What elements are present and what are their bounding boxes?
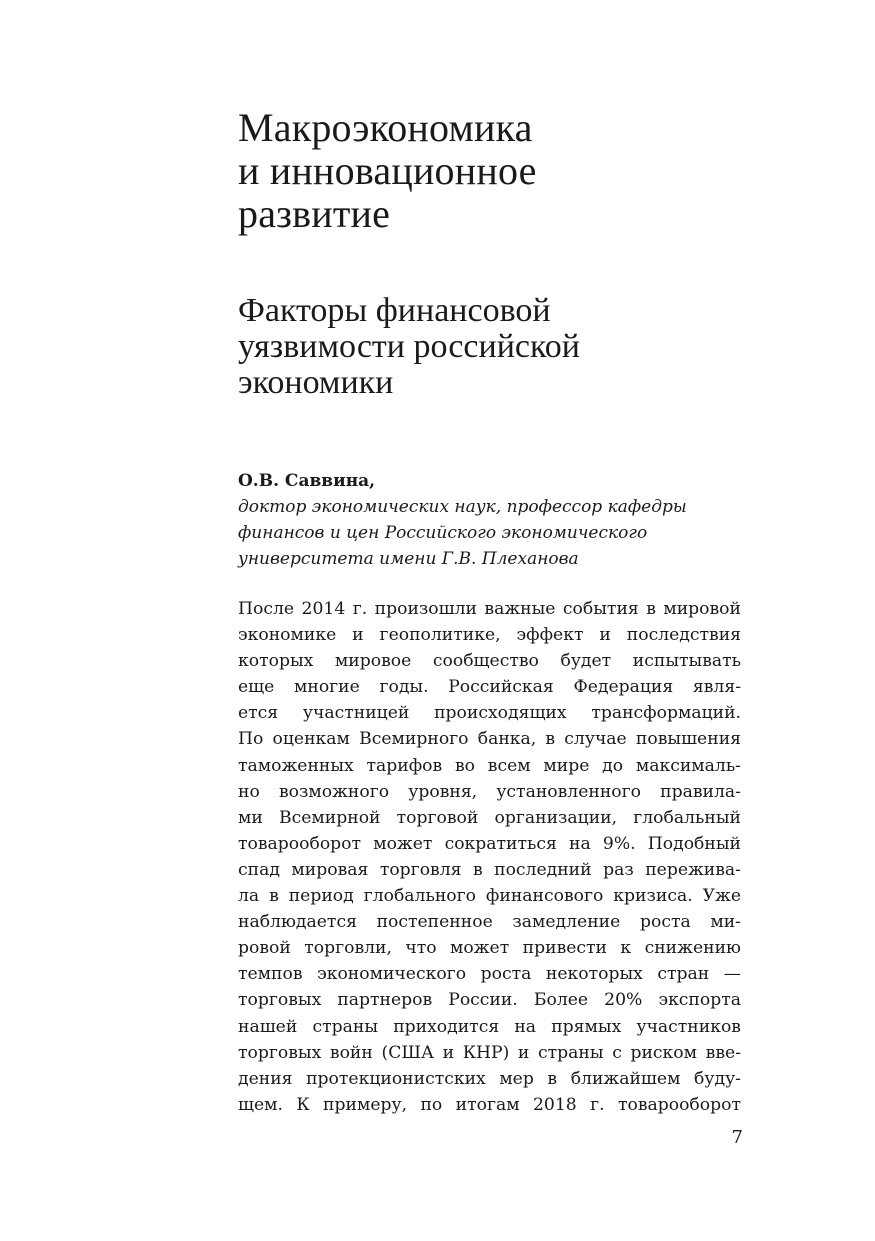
author-affiliation bbox=[238, 494, 748, 572]
body-line: товарооборот может сократиться на 9%. Подобный bbox=[238, 833, 741, 854]
body-line: щем. К примеру, по итогам 2018 г. товарооборот bbox=[238, 1094, 741, 1115]
body-line: таможенных тарифов во всем мире до максималь- bbox=[238, 755, 741, 776]
body-line: но возможного уровня, установленного правила- bbox=[238, 781, 741, 802]
body-line: дения протекционистских мер в ближайшем буду- bbox=[238, 1068, 741, 1089]
section-title-line: и инновационное bbox=[238, 148, 537, 193]
page-number: 7 bbox=[731, 1127, 743, 1148]
section-title-line: развитие bbox=[238, 191, 391, 236]
body-line: экономике и геополитике, эффект и последствия bbox=[238, 625, 741, 646]
body-line: которых мировое сообщество будет испытывать bbox=[238, 651, 741, 672]
author-affiliation-line: университета имени Г.В. Плеханова bbox=[238, 549, 579, 569]
author-affiliation-line: финансов и цен Российского экономического bbox=[238, 523, 648, 543]
body-line: торговых партнеров России. Более 20% экспорта bbox=[238, 990, 741, 1011]
body-line: ровой торговли, что может привести к снижению bbox=[238, 938, 741, 959]
body-line: еще многие годы. Российская Федерация явля- bbox=[238, 677, 741, 698]
body-line: нашей страны приходится на прямых участников bbox=[238, 1016, 741, 1037]
body-line: По оценкам Всемирного банка, в случае повышения bbox=[238, 729, 741, 750]
body-paragraph bbox=[238, 596, 741, 1118]
body-line: наблюдается постепенное замедление роста ми- bbox=[238, 912, 741, 933]
author-name: О.В. Саввина, bbox=[238, 471, 376, 491]
body-line: ми Всемирной торговой организации, глобальный bbox=[238, 807, 741, 828]
body-line: темпов экономического роста некоторых стран — bbox=[238, 964, 741, 985]
article-title bbox=[238, 293, 758, 401]
body-line: торговых войн (США и КНР) и страны с риском вве- bbox=[238, 1042, 741, 1063]
article-title-line: экономики bbox=[238, 364, 394, 401]
body-line: ется участницей происходящих трансформаций. bbox=[238, 703, 741, 724]
author-affiliation-line: доктор экономических наук, профессор кафедры bbox=[238, 497, 687, 517]
section-title-line: Макроэкономика bbox=[238, 105, 533, 150]
body-line: После 2014 г. произошли важные события в мировой bbox=[238, 599, 741, 619]
body-line: ла в период глобального финансового кризиса. Уже bbox=[238, 886, 741, 907]
author-block bbox=[238, 468, 748, 572]
article-title-line: уязвимости российской bbox=[238, 328, 580, 365]
body-line: спад мировая торговля в последний раз пережива- bbox=[238, 859, 741, 880]
article-title-line: Факторы финансовой bbox=[238, 292, 551, 329]
section-title bbox=[238, 106, 758, 235]
